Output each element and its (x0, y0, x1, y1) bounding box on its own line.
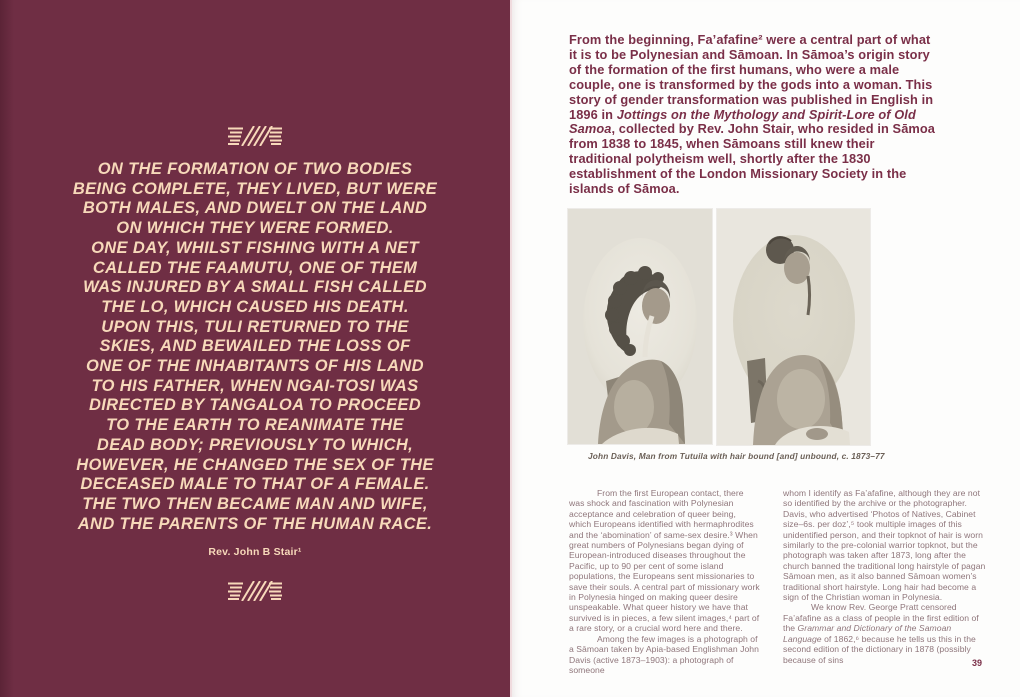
body-text: We know Rev. George Pratt censored Fa’afafine as a class of people in the first edition of the (783, 602, 979, 634)
quote-line: DECEASED MALE TO THAT OF A FEMALE. (80, 475, 430, 494)
body-paragraph: From the first European contact, there was shock and fascination with Polynesian acceptance and celebration of queer being, which Europeans identified with hermaphrodites and the ‘abomination’ of same-sex desire.³ When great numbers of Polynesians began dying of European-introduced diseases throughout the Pacific, up to 90 per cent of some island populations, the Europeans sent missionaries to save their souls. A central part of missionary work in Polynesia hinged on making queer desire unspeakable. What queer history we have that survived is in pieces, a few silent images,⁴ part of a rare story, or a crucial word here and there. (569, 488, 760, 634)
quote-attribution: Rev. John B Stair¹ (208, 546, 302, 558)
body-paragraph: Among the few images is a photograph of a Sāmoan taken by Apia-based Englishman John Davis (active 1873–1903): a photograph of someone (569, 633, 759, 675)
intro-book-title: Jottings on the Mythology and Spirit-Lore of Old Samoa (569, 106, 916, 137)
body-column-left (569, 488, 760, 675)
quote-line: SKIES, AND BEWAILED THE LOSS OF (99, 337, 411, 356)
photo-caption (588, 451, 988, 461)
quote-line: UPON THIS, TULI RETURNED TO THE (101, 317, 409, 336)
intro-paragraph (569, 33, 937, 197)
quote-line: DEAD BODY; PREVIOUSLY TO WHICH, (96, 435, 414, 454)
caption-date: , c. 1873–77 (836, 451, 885, 461)
body-paragraph: whom I identify as Fa’afafine, although they are not so identified by the archive or the photographer. Davis, who advertised ‘Photos of Natives, Cabinet size–6s. per doz’,⁵ took multiple images of this unidentified person, and their topknot of hair is worn similarly to the pre-colonial warrior topknot, but the photograph was taken after 1873, long after the church banned the traditional long hairstyle of pagan Sāmoan men, as it also banned Sāmoan women’s traditional short hairstyle. Long hair had become a sign of the Christian woman in Polynesia. (783, 488, 986, 603)
quote-line: TO THE EARTH TO REANIMATE THE (106, 416, 404, 435)
caption-title: Man from Tutuila with hair bound [and] unbound (638, 451, 837, 461)
quote-line: THE LO, WHICH CAUSED HIS DEATH. (101, 297, 409, 316)
quote-line: DIRECTED BY TANGALOA TO PROCEED (88, 396, 421, 415)
page-number: 39 (971, 658, 982, 668)
body-paragraph (783, 602, 991, 664)
portrait-photo-hair-bound (717, 209, 870, 445)
body-text: of 1862,⁶ because he tells us this in the second edition of the dictionary in 1878 (possibly because of sins (783, 633, 976, 665)
right-page (510, 0, 1020, 697)
quote-line: BOTH MALES, AND DWELT ON THE LAND (82, 199, 428, 218)
intro-text: From the beginning, Fa’afafine² were a central part of what it is to be Polynesian and Sāmoan. In Sāmoa’s origin story of the formation of the first humans, who were a male couple, one is transformed by the gods into a woman. This story of gender transformation was published in English in 1896 in (569, 32, 934, 122)
quote-line: ONE OF THE INHABITANTS OF HIS LAND (86, 357, 424, 376)
quote-line: WAS INJURED BY A SMALL FISH CALLED (83, 278, 427, 297)
quote-line: THE TWO THEN BECAME MAN AND WIFE, (82, 494, 428, 513)
intro-text: , collected by Rev. John Stair, who resided in Sāmoa from 1838 to 1845, when Sāmoans still knew their traditional polytheism well, shortly after the 1830 establishment of the London Missionary Society in the islands of Sāmoa. (569, 121, 936, 197)
quote-line: ON WHICH THEY WERE FORMED. (116, 219, 394, 238)
hatch-ornament-icon (228, 126, 282, 151)
quote-line: AND THE PARENTS OF THE HUMAN RACE. (77, 514, 433, 533)
portrait-photo-hair-unbound (568, 209, 712, 444)
caption-artist: John Davis, (588, 451, 639, 461)
quote-line: BEING COMPLETE, THEY LIVED, BUT WERE (72, 179, 438, 198)
quote-line: ONE DAY, WHILST FISHING WITH A NET (91, 238, 419, 257)
body-column-right (783, 488, 991, 665)
quote-line: CALLED THE FAAMUTU, ONE OF THEM (92, 258, 418, 277)
quote-line: ON THE FORMATION OF TWO BODIES (97, 160, 413, 178)
pull-quote (30, 160, 480, 534)
hatch-ornament-icon (228, 581, 282, 606)
quote-line: HOWEVER, HE CHANGED THE SEX OF THE (76, 455, 434, 474)
quote-line: TO HIS FATHER, WHEN NGAI-TOSI WAS (91, 376, 419, 395)
body-book-title: Grammar and Dictionary of the Samoan Language (783, 623, 952, 644)
page-edge-shade (0, 0, 14, 697)
